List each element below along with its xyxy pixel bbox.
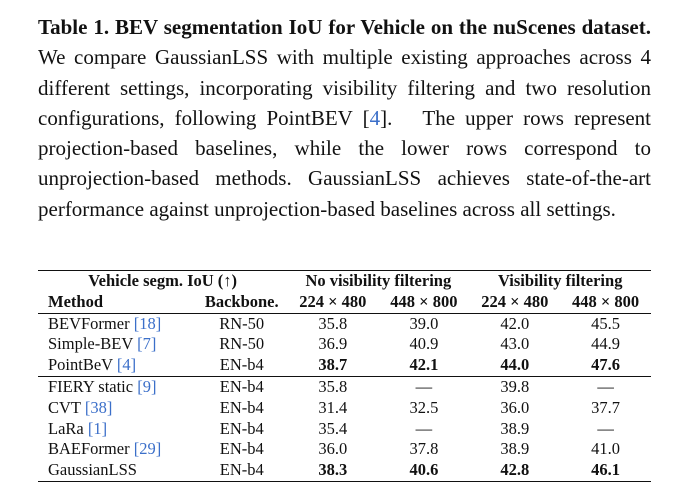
method-name: BEVFormer (48, 313, 130, 333)
method-citation-link[interactable]: [18] (133, 313, 162, 333)
vis-high-res-value: 45.5 (591, 313, 621, 333)
table-row (38, 398, 651, 419)
vis-low-res-value: 44.0 (500, 355, 530, 375)
no-vis-low-res-value: 35.8 (318, 313, 348, 333)
backbone-cell: EN-b4 (219, 376, 264, 396)
no-vis-high-res-value: 37.8 (409, 439, 439, 459)
vis-high-res-value: — (597, 418, 614, 438)
table-row (38, 334, 651, 355)
projection-rows (38, 313, 651, 376)
caption-body: We compare GaussianLSS with multiple existing approaches across 4 different settings, incorporating visibility filtering and two resolution configurations, following PointBEV (38, 45, 651, 130)
method-cell (38, 398, 196, 419)
vis-low-res-value: 39.8 (500, 376, 530, 396)
table-row (38, 460, 651, 481)
caption-cite-link[interactable]: 4 (369, 105, 381, 130)
method-name: FIERY static (48, 376, 134, 396)
backbone-cell: EN-b4 (219, 418, 264, 438)
caption-title: BEV segmentation IoU for Vehicle on the nuScenes dataset. (115, 15, 652, 39)
caption-cite-close: ]. (380, 105, 393, 130)
method-name: PointBeV (48, 355, 113, 375)
vis-low-res-value: 36.0 (500, 397, 530, 417)
vis-high-res-value: 41.0 (591, 439, 621, 459)
no-vis-low-res-value: 36.0 (318, 439, 348, 459)
backbone-cell: RN-50 (219, 334, 265, 354)
vis-low-res-value: 38.9 (500, 418, 530, 438)
no-vis-high-res-value: — (415, 418, 433, 438)
method-cell (38, 419, 196, 440)
method-citation-link[interactable]: [4] (116, 355, 137, 375)
vis-high-res-value: 37.7 (591, 397, 621, 417)
no-vis-high-res-value: 32.5 (409, 397, 439, 417)
table-row (38, 439, 651, 460)
caption-cite-open: [ (362, 105, 370, 130)
table-row (38, 355, 651, 376)
method-name: BAEFormer (48, 439, 130, 459)
method-cell (38, 460, 196, 481)
vis-low-res-value: 38.9 (500, 439, 530, 459)
method-name: Simple-BEV (48, 334, 133, 354)
unprojection-rows (38, 376, 651, 481)
no-vis-high-res-value: 40.6 (409, 460, 439, 480)
table-column-header-row (38, 292, 651, 313)
caption-body-continued: The upper rows represent projection-based baselines, while the lower rows correspond to unprojection-based methods. GaussianLSS achieves state-of-the-art performance against unprojection-based baselines across all settings. (38, 105, 652, 221)
visibility-group-header: Visibility filtering (497, 271, 623, 290)
method-citation-link[interactable]: [1] (87, 418, 108, 438)
method-citation-link[interactable]: [38] (84, 397, 113, 417)
no-visibility-group-header: No visibility filtering (305, 271, 452, 290)
method-name: LaRa (48, 418, 84, 438)
vis-high-res-value: 47.6 (591, 355, 621, 375)
method-cell (38, 334, 196, 355)
no-vis-low-res-value: 31.4 (318, 397, 348, 417)
vis-high-res-header: 448 × 800 (572, 291, 640, 311)
method-name: CVT (48, 397, 81, 417)
backbone-cell: EN-b4 (219, 460, 264, 480)
backbone-cell: EN-b4 (219, 397, 264, 417)
table-caption (38, 12, 651, 224)
method-cell (38, 355, 196, 376)
no-vis-high-res-header: 448 × 800 (390, 291, 458, 311)
backbone-cell: EN-b4 (219, 355, 264, 375)
method-cell (38, 439, 196, 460)
table-row (38, 419, 651, 440)
no-vis-low-res-value: 38.3 (318, 460, 348, 480)
no-vis-low-res-value: 35.4 (318, 418, 348, 438)
method-name: GaussianLSS (48, 460, 137, 480)
no-vis-low-res-value: 38.7 (318, 355, 348, 375)
backbone-cell: RN-50 (219, 313, 265, 333)
no-vis-high-res-value: 42.1 (409, 355, 439, 375)
no-vis-low-res-value: 36.9 (318, 334, 348, 354)
no-vis-low-res-value: 35.8 (318, 376, 348, 396)
no-vis-high-res-value: — (415, 376, 433, 396)
method-citation-link[interactable]: [7] (137, 334, 157, 354)
table-row (38, 313, 651, 334)
results-table-wrapper (38, 270, 651, 482)
vis-low-res-value: 43.0 (500, 334, 530, 354)
metric-header: Vehicle segm. IoU (↑) (88, 271, 238, 290)
vis-low-res-header: 224 × 480 (481, 291, 549, 311)
method-column-header: Method (48, 291, 103, 311)
vis-high-res-value: 44.9 (591, 334, 621, 354)
method-cell (38, 376, 196, 397)
no-vis-high-res-value: 40.9 (409, 334, 439, 354)
table-group-header-row (38, 271, 651, 292)
method-citation-link[interactable]: [29] (133, 439, 162, 459)
vis-high-res-value: — (597, 376, 614, 396)
vis-low-res-value: 42.0 (500, 313, 530, 333)
no-vis-low-res-header: 224 × 480 (299, 291, 367, 311)
no-vis-high-res-value: 39.0 (409, 313, 439, 333)
vis-low-res-value: 42.8 (500, 460, 530, 480)
results-table (38, 270, 651, 482)
backbone-cell: EN-b4 (219, 439, 264, 459)
backbone-column-header: Backbone. (204, 291, 279, 311)
table-row (38, 376, 651, 397)
caption-label: Table 1. (38, 15, 110, 39)
vis-high-res-value: 46.1 (591, 460, 621, 480)
method-cell (38, 313, 196, 334)
method-citation-link[interactable]: [9] (137, 376, 157, 396)
